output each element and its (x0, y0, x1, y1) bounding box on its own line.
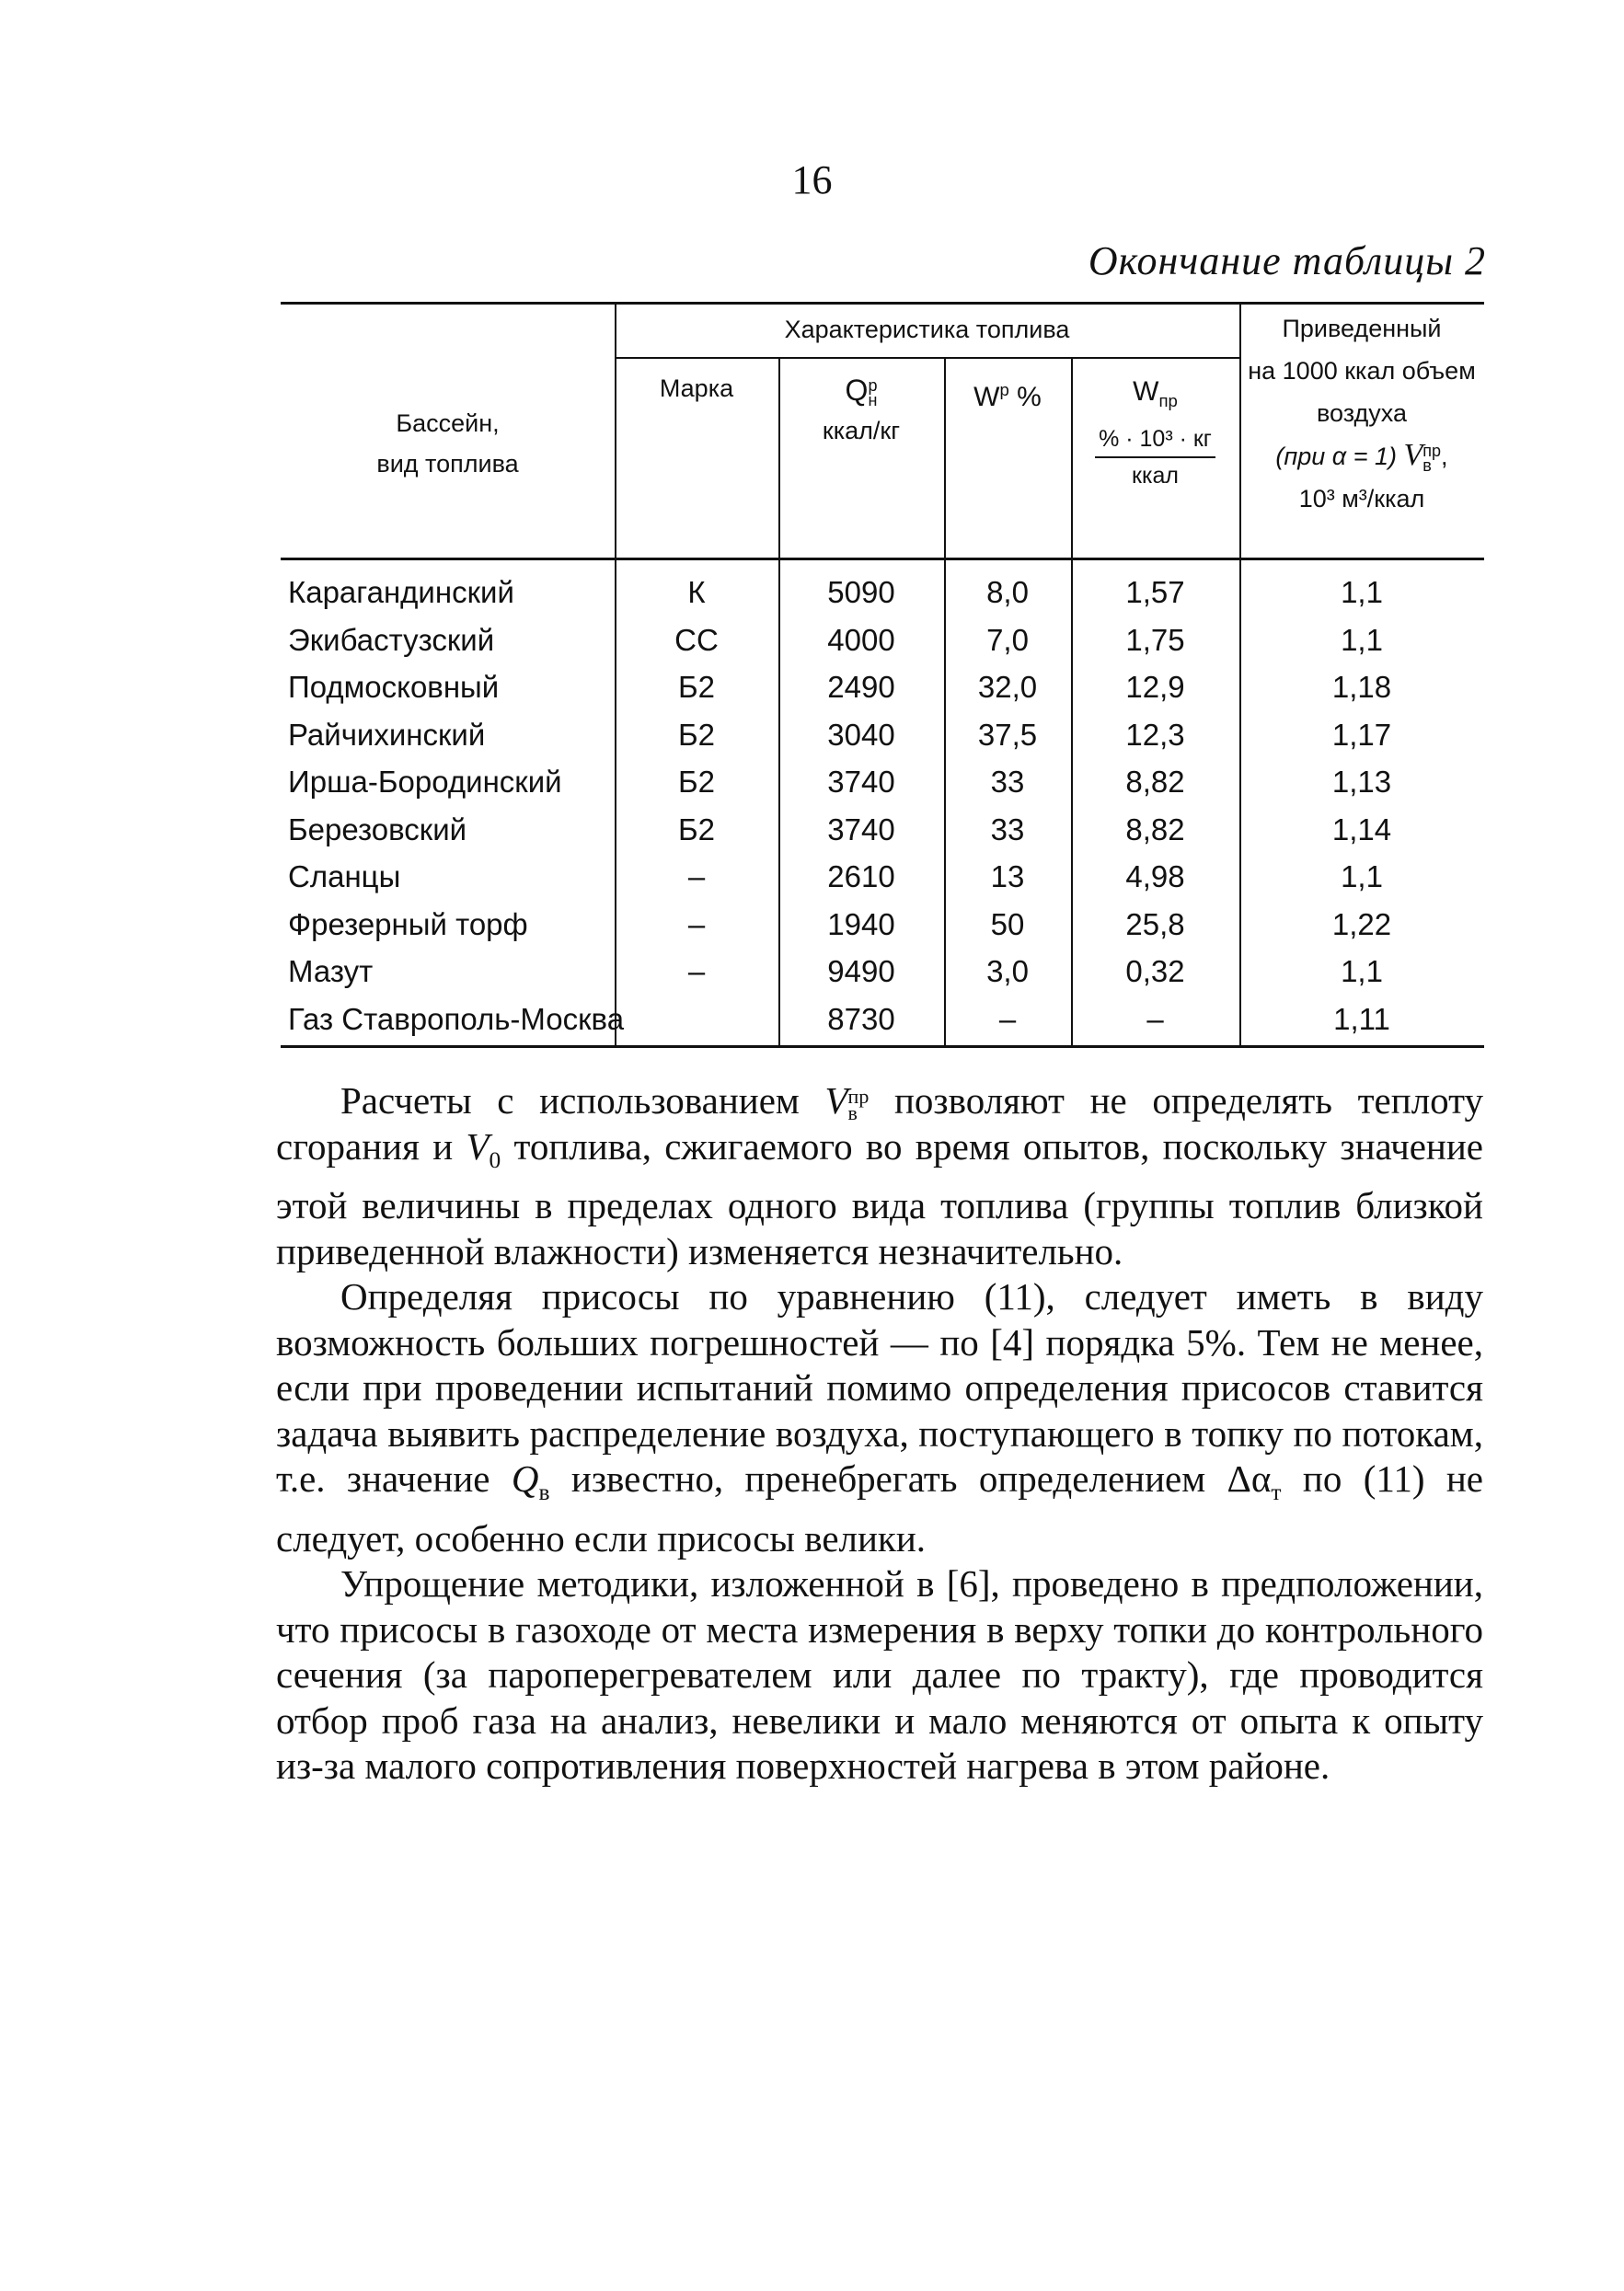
table-bottom-rule (281, 1045, 1484, 1048)
reduced-line4: (при α = 1) V пр в , (1275, 438, 1448, 475)
cell-q: 2610 (827, 859, 895, 893)
cell-name: Мазут (288, 954, 374, 988)
cell-w: 32,0 (977, 670, 1038, 704)
cell-q: 1940 (827, 906, 895, 941)
header-basin-line1: Бассейн, (396, 409, 500, 437)
cell-vol: 1,14 (1331, 812, 1392, 846)
header-grade: Марка (659, 374, 734, 402)
paragraph-2 (276, 1274, 1483, 1561)
cell-w: 50 (990, 906, 1025, 941)
p2-b: известно, пренебрегать определением Δα (549, 1457, 1272, 1501)
reduced-line1: Приведенный (1282, 315, 1442, 342)
reduced-alpha: (при α = 1) (1275, 443, 1397, 470)
cell-w: 33 (990, 812, 1025, 846)
cell-grade: Б2 (677, 812, 715, 846)
wpr-fraction (1095, 421, 1215, 493)
subheader-rule (615, 357, 1239, 359)
table-row (281, 663, 1484, 711)
cell-grade: К (687, 575, 706, 609)
table-row (281, 758, 1484, 806)
p1-v: V (824, 1079, 848, 1122)
table-row (281, 948, 1484, 996)
cell-wpr: 0,32 (1125, 954, 1185, 988)
cell-vol: 1,22 (1331, 906, 1392, 941)
wpr-fraction-den: ккал (1132, 463, 1179, 489)
paragraph-1 (276, 1078, 1483, 1274)
cell-vol: 1,18 (1331, 670, 1392, 704)
cell-wpr: – (1146, 1001, 1164, 1036)
reduced-v: V (1403, 438, 1423, 472)
table-row (281, 569, 1484, 616)
reduced-v-sup: пр (1422, 441, 1442, 460)
wpr-symbol: W (1133, 376, 1159, 407)
cell-vol: 1,11 (1333, 1001, 1390, 1036)
page-number: 16 (791, 157, 833, 202)
cell-q: 3040 (827, 717, 895, 752)
cell-grade: Б2 (677, 765, 715, 799)
wpr-fraction-num: % · 10³ · кг (1095, 421, 1215, 458)
cell-vol: 1,1 (1341, 859, 1383, 893)
header-q-unit: ккал/кг (822, 417, 901, 444)
p2-a: Определяя присосы по уравнению (11), следует иметь в виду возможность больших погрешностей — по [4] порядка 5%. Тем не менее, если при проведении испытаний помимо определения присосов ставится задача выявить распределение воздуха, поступающего в топку по потокам, т.е. значение (276, 1275, 1483, 1501)
cell-vol: 1,17 (1331, 717, 1392, 752)
fuel-table (281, 302, 1484, 1047)
cell-w: 3,0 (986, 954, 1029, 988)
table-row (281, 711, 1484, 759)
p1-v0: V (466, 1124, 490, 1168)
cell-grade: Б2 (677, 670, 715, 704)
q-sup: р (868, 375, 878, 395)
wpr-sub: пр (1158, 391, 1178, 410)
reduced-line3: воздуха (1316, 399, 1407, 427)
q-sub: н (868, 390, 878, 409)
p2-q: Q (511, 1457, 539, 1501)
paragraph-3: Упрощение методики, изложенной в [6], проведено в предположении, что присосы в газоходе от места измерения в верху топки до контрольного сечения (за пароперегревателем или далее по тракту), где проводится отбор проб газа на анализ, невелики и мало меняются от опыта к опыту из-за малого сопротивления поверхностей нагрева в этом районе. (276, 1562, 1483, 1788)
table-caption: Окончание таблицы 2 (1088, 238, 1486, 283)
w-symbol: W (973, 382, 1000, 412)
reduced-v-sub: в (1422, 455, 1432, 475)
table-row (281, 901, 1484, 949)
cell-w: 33 (990, 765, 1025, 799)
cell-name: Экибастузский (288, 622, 495, 657)
p2-c: по (11) не следует, особенно если присосы велики. (276, 1457, 1484, 1560)
cell-grade: Б2 (677, 717, 715, 752)
header-wpr (1071, 372, 1239, 493)
cell-w: 8,0 (986, 575, 1029, 609)
cell-q: 4000 (827, 622, 895, 657)
cell-q: 3740 (827, 765, 895, 799)
cell-name: Райчихинский (288, 717, 486, 752)
table-row (281, 806, 1484, 854)
table-row (281, 996, 1484, 1043)
header-basin-line2: вид топлива (376, 450, 519, 478)
cell-w: 7,0 (986, 622, 1029, 657)
cell-wpr: 1,57 (1125, 575, 1185, 609)
p1-v-sup: пр (847, 1084, 870, 1108)
cell-q: 9490 (827, 954, 895, 988)
p1-a: Расчеты с использованием (340, 1079, 825, 1122)
cell-wpr: 12,3 (1125, 717, 1185, 752)
p2-alpha-sub: т (1271, 1479, 1282, 1506)
cell-q: 3740 (827, 812, 895, 846)
cell-name: Сланцы (288, 859, 401, 893)
header-bottom-rule (281, 558, 1484, 560)
table-row (281, 616, 1484, 664)
cell-name: Ирша-Бородинский (288, 765, 562, 799)
cell-wpr: 12,9 (1125, 670, 1185, 704)
header-q (778, 370, 944, 451)
p2-q-sub: в (538, 1479, 550, 1506)
table-top-rule (281, 302, 1484, 305)
cell-w: – (998, 1001, 1017, 1036)
cell-grade: СС (674, 622, 719, 657)
header-w (944, 370, 1071, 418)
body-text (276, 1078, 1483, 1790)
w-unit: % (1017, 382, 1042, 412)
cell-name: Подмосковный (288, 670, 500, 704)
cell-vol: 1,1 (1341, 622, 1383, 657)
cell-wpr: 8,82 (1125, 812, 1185, 846)
reduced-line2: на 1000 ккал объем (1248, 357, 1476, 385)
cell-name: Газ Ставрополь-Москва (288, 1001, 625, 1036)
cell-name: Березовский (288, 812, 467, 846)
cell-q: 8730 (827, 1001, 895, 1036)
cell-name: Фрезерный торф (288, 906, 528, 941)
cell-name: Карагандинский (288, 575, 514, 609)
cell-wpr: 8,82 (1125, 765, 1185, 799)
header-fuel-characteristics: Характеристика топлива (784, 316, 1070, 343)
cell-grade (615, 996, 778, 1043)
p1-b: позволяют не определять теплоту сгорания и (276, 1079, 1483, 1168)
p1-c: топлива, сжигаемого во время опытов, поскольку значение этой величины в пределах одного вида топлива (группы топлив близкой приведенной влажности) изменяется незначительно. (276, 1124, 1483, 1272)
cell-wpr: 1,75 (1125, 622, 1185, 657)
cell-vol: 1,13 (1331, 765, 1392, 799)
p1-v0-sub: 0 (489, 1146, 501, 1173)
w-sup: р (999, 380, 1009, 399)
cell-grade: – (687, 859, 706, 893)
reduced-line5: 10³ м³/ккал (1298, 485, 1425, 512)
cell-grade: – (687, 906, 706, 941)
cell-wpr: 25,8 (1125, 906, 1185, 941)
cell-w: 37,5 (977, 717, 1038, 752)
cell-w: 13 (990, 859, 1025, 893)
table-row (281, 853, 1484, 901)
q-symbol: Q (845, 374, 869, 407)
header-reduced-volume (1239, 307, 1484, 520)
cell-q: 2490 (827, 670, 895, 704)
cell-wpr: 4,98 (1125, 859, 1185, 893)
header-basin (281, 403, 615, 484)
cell-vol: 1,1 (1341, 575, 1383, 609)
cell-grade: – (687, 954, 706, 988)
cell-q: 5090 (827, 575, 895, 609)
cell-vol: 1,1 (1341, 954, 1383, 988)
p1-v-sub: в (847, 1100, 858, 1124)
